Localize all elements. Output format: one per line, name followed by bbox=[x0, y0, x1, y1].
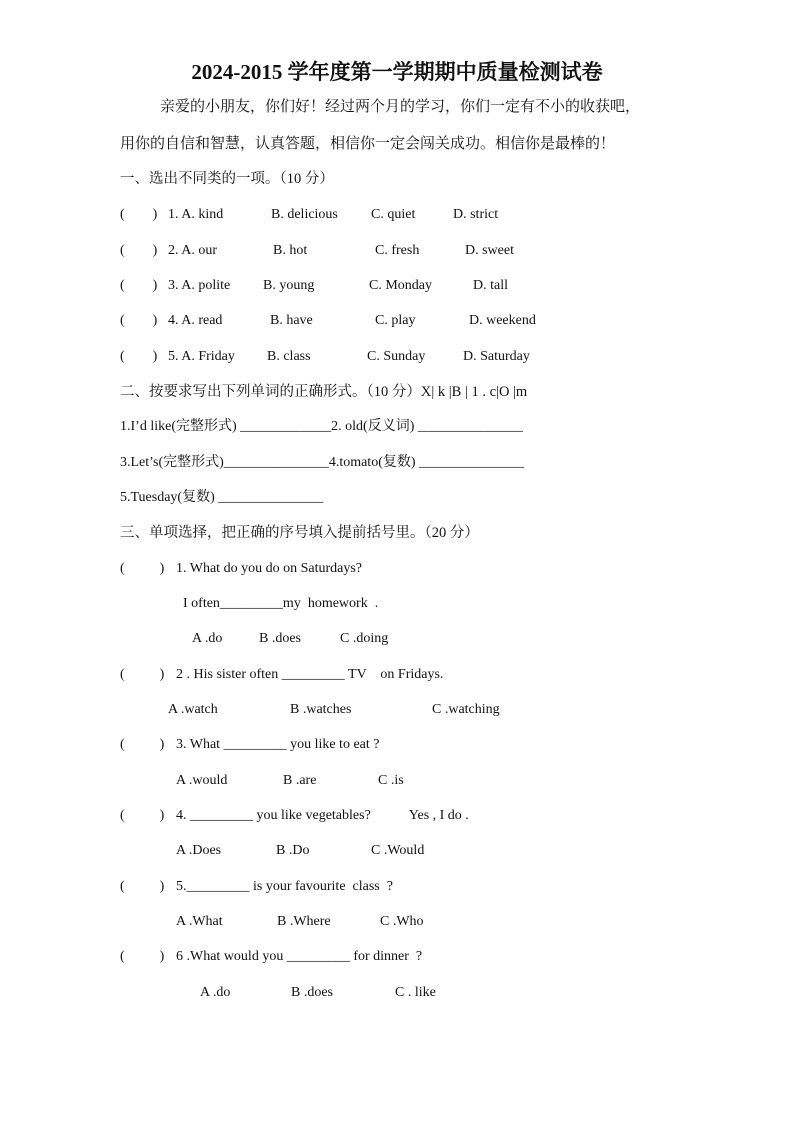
choice-a: A .do bbox=[200, 985, 231, 1000]
answer-bracket: ( ) bbox=[120, 808, 165, 823]
choice-b: B .does bbox=[291, 985, 333, 1000]
question-text: 6 .What would you _________ for dinner ? bbox=[176, 949, 423, 964]
option-d: D. strict bbox=[453, 207, 499, 222]
question-text: 4. _________ you like vegetables? Yes , I do . bbox=[176, 808, 469, 823]
intro-line-2: 用你的自信和智慧，认真答题，相信你一定会闯关成功。相信你是最棒的！ bbox=[120, 136, 616, 152]
option-b: B. hot bbox=[273, 243, 308, 258]
answer-bracket: ( ) bbox=[120, 207, 158, 222]
choice-c: C . like bbox=[395, 985, 436, 1000]
option-a: 5. A. Friday bbox=[168, 349, 235, 364]
option-a: 2. A. our bbox=[168, 243, 217, 258]
option-b: B. have bbox=[270, 313, 313, 328]
answer-bracket: ( ) bbox=[120, 278, 158, 293]
section2-line-1: 1.I’d like(完整形式) _____________2. old(反义词) _______________ bbox=[120, 419, 523, 434]
option-c: C. Monday bbox=[369, 278, 432, 293]
question-text: 5._________ is your favourite class ? bbox=[176, 879, 393, 894]
answer-bracket: ( ) bbox=[120, 561, 165, 576]
section2-line-2: 3.Let’s(完整形式)_______________4.tomato(复数) _______________ bbox=[120, 455, 525, 470]
choice-c: C .is bbox=[378, 773, 404, 788]
answer-bracket: ( ) bbox=[120, 349, 158, 364]
choice-c: C .doing bbox=[340, 631, 389, 646]
exam-title: 2024-2015 学年度第一学期期中质量检测试卷 bbox=[191, 60, 603, 84]
section3-heading: 三、单项选择，把正确的序号填入提前括号里。（20 分） bbox=[120, 525, 479, 541]
choice-b: B .does bbox=[259, 631, 301, 646]
answer-bracket: ( ) bbox=[120, 243, 158, 258]
answer-bracket: ( ) bbox=[120, 879, 165, 894]
section1-heading: 一、选出不同类的一项。（10 分） bbox=[120, 171, 334, 187]
choice-b: B .watches bbox=[290, 702, 352, 717]
section2-heading: 二、按要求写出下列单词的正确形式。（10 分）X| k |B | 1 . c|O |m bbox=[120, 384, 528, 400]
option-d: D. weekend bbox=[469, 313, 536, 328]
option-b: B. delicious bbox=[271, 207, 338, 222]
choice-a: A .do bbox=[192, 631, 223, 646]
option-c: C. Sunday bbox=[367, 349, 426, 364]
choice-b: B .are bbox=[283, 773, 317, 788]
choice-c: C .watching bbox=[432, 702, 500, 717]
choice-b: B .Do bbox=[276, 843, 310, 858]
intro-line-1: 亲爱的小朋友，你们好！经过两个月的学习，你们一定有不小的收获吧， bbox=[160, 99, 641, 115]
option-d: D. tall bbox=[473, 278, 508, 293]
question-text: 2 . His sister often _________ TV on Fridays. bbox=[176, 667, 444, 682]
answer-bracket: ( ) bbox=[120, 667, 165, 682]
option-a: 1. A. kind bbox=[168, 207, 224, 222]
choice-b: B .Where bbox=[277, 914, 331, 929]
choice-a: A .Does bbox=[176, 843, 222, 858]
option-c: C. quiet bbox=[371, 207, 416, 222]
choice-a: A .would bbox=[176, 773, 228, 788]
answer-bracket: ( ) bbox=[120, 949, 165, 964]
option-d: D. sweet bbox=[465, 243, 514, 258]
option-b: B. young bbox=[263, 278, 315, 293]
question-sentence: I often_________my homework . bbox=[183, 596, 379, 611]
choice-a: A .What bbox=[176, 914, 223, 929]
choice-c: C .Would bbox=[371, 843, 425, 858]
option-c: C. play bbox=[375, 313, 416, 328]
option-a: 4. A. read bbox=[168, 313, 223, 328]
choice-c: C .Who bbox=[380, 914, 424, 929]
option-d: D. Saturday bbox=[463, 349, 530, 364]
option-a: 3. A. polite bbox=[168, 278, 231, 293]
section2-line-3: 5.Tuesday(复数) _______________ bbox=[120, 490, 324, 505]
option-c: C. fresh bbox=[375, 243, 420, 258]
option-b: B. class bbox=[267, 349, 311, 364]
answer-bracket: ( ) bbox=[120, 313, 158, 328]
choice-a: A .watch bbox=[168, 702, 218, 717]
question-text: 1. What do you do on Saturdays? bbox=[176, 561, 362, 576]
answer-bracket: ( ) bbox=[120, 737, 165, 752]
question-text: 3. What _________ you like to eat ? bbox=[176, 737, 380, 752]
